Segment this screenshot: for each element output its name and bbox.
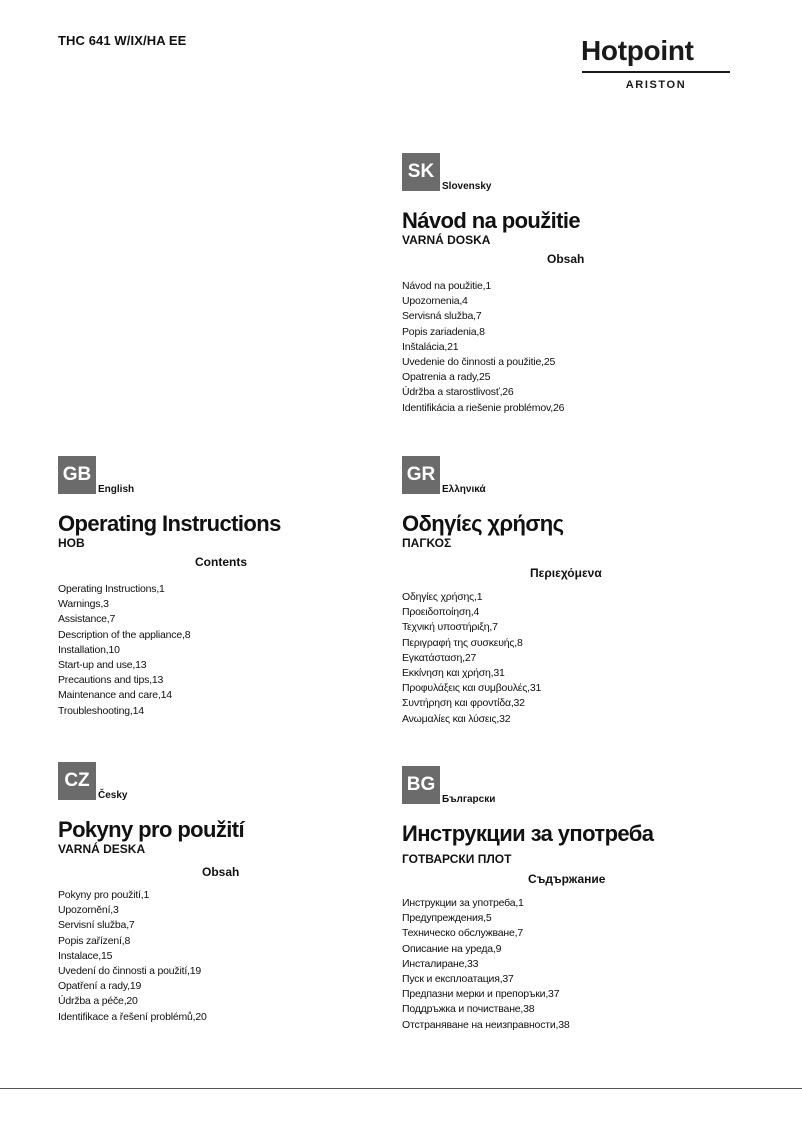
toc-item: Инсталиране,33 [402,957,479,970]
toc-item: Upozornění,3 [58,904,119,917]
toc-item: Maintenance and care,14 [58,689,172,702]
section-bg [402,766,702,1046]
toc-item: Ανωμαλίες και λύσεις,32 [402,712,511,725]
section-gb [58,456,358,726]
toc-item: Συντήρηση και φροντίδα,32 [402,697,525,710]
section-subtitle-sk: VARNÁ DOSKA [402,233,491,247]
toc-item: Operating Instructions,1 [58,583,165,595]
section-gr [402,456,702,736]
toc-item: Popis zariadenia,8 [402,325,485,338]
language-badge-bg: BG [402,766,440,804]
toc-item: Installation,10 [58,643,120,656]
language-name-cz: Česky [98,790,128,801]
toc-item: Údržba a péče,20 [58,995,138,1008]
toc-item: Предпазни мерки и препоръки,37 [402,988,560,1001]
section-cz [58,762,358,1042]
section-title-bg: Инструкции за употреба [402,821,654,846]
contents-heading-gr: Περιεχόμενα [530,566,602,580]
toc-item: Τεχνική υποστήριξη,7 [402,621,498,634]
contents-heading-bg: Съдържание [528,872,606,886]
section-subtitle-gb: HOB [58,536,85,550]
toc-item: Troubleshooting,14 [58,704,144,717]
brand-name: Hotpoint [581,35,694,66]
toc-item: Návod na použitie,1 [402,280,492,292]
toc-item: Údržba a starostlivosť,26 [402,386,514,399]
toc-item: Upozornenia,4 [402,295,468,308]
toc-list-gb [58,582,190,719]
toc-item: Servisná služba,7 [402,310,482,323]
toc-item: Inštalácia,21 [402,340,459,353]
toc-item: Περιγραφή της συσκευής,8 [402,636,523,649]
toc-item: Popis zařízení,8 [58,934,131,947]
section-subtitle-bg: ГОТВАРСКИ ПЛОТ [402,852,512,866]
toc-item: Εκκίνηση και χρήση,31 [402,667,505,680]
language-name-sk: Slovensky [442,181,492,192]
toc-item: Warnings,3 [58,598,109,611]
language-badge-gb: GB [58,456,96,494]
toc-item: Техническо обслужване,7 [402,927,523,940]
toc-list-bg [402,896,570,1033]
toc-item: Identifikace a řešení problémů,20 [58,1010,207,1023]
toc-item: Assistance,7 [58,613,116,626]
toc-item: Start-up and use,13 [58,659,147,672]
toc-item: Предупреждения,5 [402,912,492,925]
toc-list-gr [402,590,541,727]
toc-item: Pokyny pro použití,1 [58,889,150,901]
section-title-cz: Pokyny pro použití [58,817,244,842]
contents-heading-sk: Obsah [547,252,585,266]
toc-item: Uvedenie do činnosti a použitie,25 [402,356,556,369]
section-title-gb: Operating Instructions [58,511,281,536]
toc-item: Поддръжка и почистване,38 [402,1003,535,1016]
language-name-gb: English [98,484,135,495]
language-badge-cz: CZ [58,762,96,800]
footer-divider [0,1088,802,1089]
section-subtitle-cz: VARNÁ DESKA [58,842,146,856]
toc-item: Инструкции за употреба,1 [402,897,524,909]
toc-item: Εγκατάσταση,27 [402,651,477,664]
toc-item: Opatrenia a rady,25 [402,371,491,384]
toc-item: Προειδοποίηση,4 [402,606,480,619]
language-name-gr: Ελληνικά [442,484,486,495]
toc-item: Οδηγίες χρήσης,1 [402,591,483,603]
toc-item: Отстраняване на неизправности,38 [402,1018,570,1031]
toc-item: Описание на уреда,9 [402,942,502,955]
section-sk [402,153,702,423]
language-name-bg: Български [442,794,496,805]
logo-divider [582,71,730,73]
toc-item: Description of the appliance,8 [58,628,191,641]
toc-item: Instalace,15 [58,949,113,962]
toc-item: Identifikácia a riešenie problémov,26 [402,401,565,414]
toc-list-cz [58,888,207,1025]
toc-list-sk [402,279,564,416]
brand-subname: ARISTON [625,79,687,91]
contents-heading-cz: Obsah [202,865,240,879]
language-badge-sk: SK [402,153,440,191]
section-title-sk: Návod na použitie [402,208,581,233]
section-subtitle-gr: ΠΑΓΚΟΣ [402,536,452,550]
model-number: THC 641 W/IX/HA EE [58,33,187,48]
toc-item: Precautions and tips,13 [58,674,164,687]
toc-item: Uvedení do činnosti a použití,19 [58,965,202,978]
contents-heading-gb: Contents [195,555,247,569]
language-badge-gr: GR [402,456,440,494]
brand-logo [578,36,732,92]
toc-item: Προφυλάξεις και συμβουλές,31 [402,682,542,695]
toc-item: Servisní služba,7 [58,919,135,932]
toc-item: Пуск и експлоатация,37 [402,973,514,986]
toc-item: Opatření a rady,19 [58,980,142,993]
section-title-gr: Οδηγίες χρήσης [402,511,564,536]
